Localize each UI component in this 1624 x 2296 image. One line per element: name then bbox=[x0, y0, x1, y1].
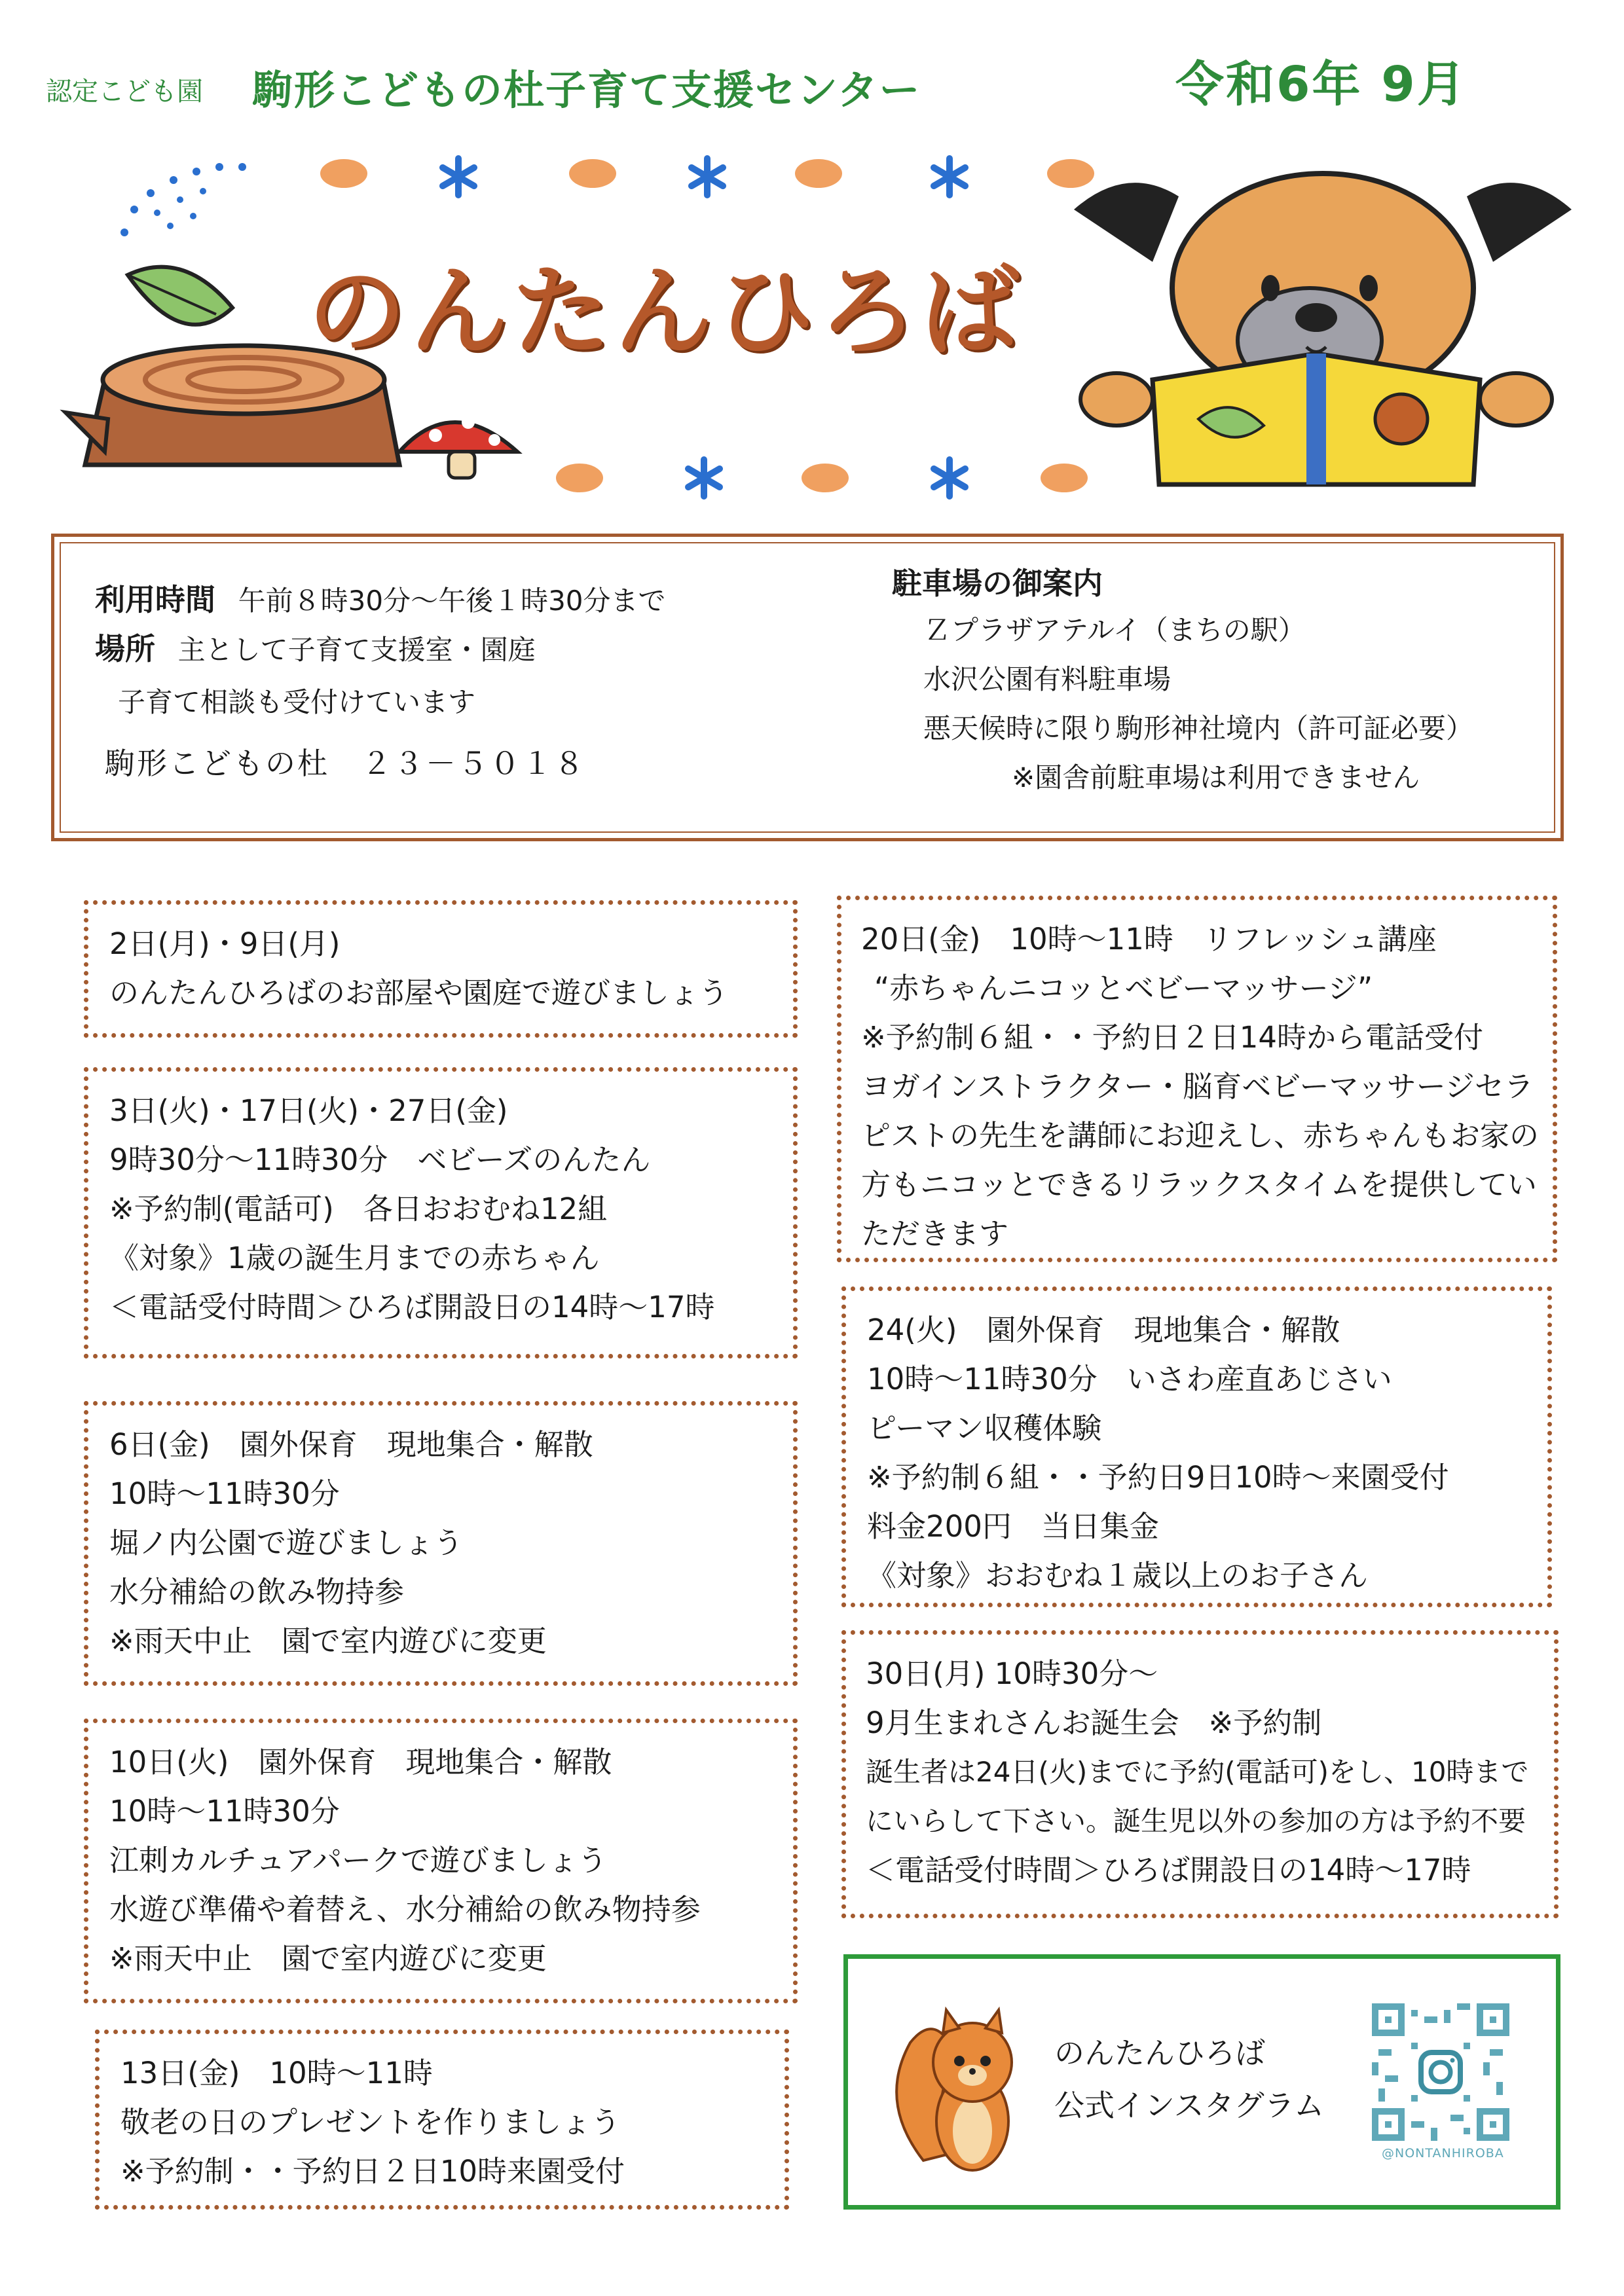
event-line: 20日(金) 10時～11時 リフレッシュ講座 bbox=[861, 922, 1437, 957]
event-line: 3日(火)・17日(火)・27日(金) bbox=[109, 1093, 508, 1128]
decor-top-row bbox=[320, 158, 1094, 195]
event-line: 料金200円 当日集金 bbox=[867, 1509, 1159, 1544]
event-line: 10日(火) 園外保育 現地集合・解散 bbox=[109, 1745, 612, 1779]
issue-date: 令和6年 9月 bbox=[1175, 56, 1467, 113]
phone-number: 駒形こどもの杜 ２３－５０１８ bbox=[105, 746, 586, 781]
event-line: ※予約制(電話可) 各日おおむね12組 bbox=[109, 1192, 608, 1226]
event-line: 方もニコッとできるリラックスタイムを提供してい bbox=[861, 1167, 1537, 1202]
event-line: ＜電話受付時間＞ひろば開設日の14時～17時 bbox=[109, 1290, 715, 1324]
event-box bbox=[84, 1067, 798, 1358]
event-line: 水遊び準備や着替え、水分補給の飲み物持参 bbox=[109, 1892, 701, 1927]
event-line: 2日(月)・9日(月) bbox=[109, 926, 341, 961]
parking-title: 駐車場の御案内 bbox=[892, 566, 1103, 601]
event-line: 9時30分～11時30分 ベビーズのんたん bbox=[109, 1142, 651, 1177]
event-line: ※雨天中止 園で室内遊びに変更 bbox=[109, 1624, 547, 1658]
event-line: にいらして下さい。誕生児以外の参加の方は予約不要 bbox=[866, 1805, 1526, 1837]
event-line: 敬老の日のプレゼントを作りましょう bbox=[120, 2105, 621, 2140]
mushroom-icon bbox=[399, 416, 517, 478]
squirrel-icon bbox=[884, 1984, 1022, 2180]
event-line: 6日(金) 園外保育 現地集合・解散 bbox=[109, 1427, 593, 1462]
event-line: 10時～11時30分 いさわ産直あじさい bbox=[867, 1362, 1392, 1396]
event-line: ピーマン収穫体験 bbox=[867, 1411, 1102, 1446]
place-row bbox=[95, 625, 536, 668]
event-line: ※予約制６組・・予約日9日10時～来園受付 bbox=[867, 1460, 1449, 1495]
wind-dots-icon bbox=[120, 163, 246, 236]
hours-row bbox=[95, 576, 666, 619]
event-line: “赤ちゃんニコッとベビーマッサージ” bbox=[874, 971, 1373, 1006]
event-line: 江刺カルチュアパークで遊びましょう bbox=[109, 1843, 608, 1878]
place-value: 主として子育て支援室・園庭 bbox=[177, 634, 536, 666]
event-line: 24(火) 園外保育 現地集合・解散 bbox=[867, 1313, 1340, 1347]
event-line: 《対象》1歳の誕生月までの赤ちゃん bbox=[109, 1241, 600, 1275]
event-box bbox=[84, 1719, 798, 2003]
instagram-handle: @NONTANHIROBA bbox=[1382, 2146, 1504, 2160]
event-line: ※雨天中止 園で室内遊びに変更 bbox=[109, 1941, 547, 1976]
consult-note: 子育て相談も受付けています bbox=[118, 686, 476, 718]
hours-value: 午前８時30分～午後１時30分まで bbox=[238, 585, 666, 617]
header-subtitle: 認定こども園 bbox=[46, 77, 203, 107]
event-line: 9月生まれさんお誕生会 ※予約制 bbox=[866, 1705, 1322, 1740]
event-box bbox=[95, 2030, 789, 2210]
event-line: 堀ノ内公園で遊びましょう bbox=[109, 1525, 464, 1560]
event-line: ※予約制６組・・予約日２日14時から電話受付 bbox=[861, 1020, 1483, 1055]
event-line: ＜電話受付時間＞ひろば開設日の14時～17時 bbox=[866, 1853, 1471, 1887]
instagram-line2: 公式インスタグラム bbox=[1054, 2088, 1325, 2123]
parking-line: Ｚプラザアテルイ（まちの駅） bbox=[923, 614, 1306, 646]
center-name: 駒形こどもの杜子育て支援センター bbox=[252, 66, 921, 114]
instagram-line1: のんたんひろば bbox=[1054, 2035, 1265, 2071]
event-line: 13日(金) 10時～11時 bbox=[120, 2056, 433, 2090]
hours-label: 利用時間 bbox=[95, 582, 215, 617]
leaf-icon bbox=[128, 267, 232, 325]
star-icon bbox=[443, 158, 965, 195]
event-line: ヨガインストラクター・脳育ベビーマッサージセラ bbox=[861, 1069, 1534, 1104]
event-line: 水分補給の飲み物持参 bbox=[109, 1575, 405, 1609]
event-line: 10時～11時30分 bbox=[109, 1476, 340, 1511]
event-box bbox=[841, 1630, 1559, 1918]
event-line: 30日(月) 10時30分～ bbox=[866, 1656, 1158, 1691]
parking-line: ※園舎前駐車場は利用できません bbox=[1012, 761, 1420, 793]
event-box bbox=[84, 900, 798, 1038]
event-line: 10時～11時30分 bbox=[109, 1794, 340, 1829]
event-line: ピストの先生を講師にお迎えし、赤ちゃんもお家の bbox=[861, 1118, 1540, 1153]
event-line: ※予約制・・予約日２日10時来園受付 bbox=[120, 2154, 625, 2189]
place-label: 場所 bbox=[95, 631, 155, 666]
dog-reading-book-icon bbox=[1074, 173, 1572, 484]
page-title: のんたんひろば bbox=[308, 255, 1024, 369]
event-line: 《対象》おおむね１歳以上のお子さん bbox=[867, 1558, 1369, 1593]
event-line: のんたんひろばのお部屋や園庭で遊びましょう bbox=[109, 975, 729, 1010]
qr-code-icon[interactable] bbox=[1372, 2003, 1509, 2141]
decor-bottom-row bbox=[556, 460, 1088, 496]
event-box bbox=[837, 896, 1557, 1262]
parking-line: 水沢公園有料駐車場 bbox=[923, 663, 1172, 695]
event-box bbox=[841, 1286, 1552, 1607]
parking-line: 悪天候時に限り駒形神社境内（許可証必要） bbox=[923, 712, 1474, 744]
event-line: ただきます bbox=[861, 1216, 1009, 1251]
event-line: 誕生者は24日(火)までに予約(電話可)をし、10時まで bbox=[866, 1756, 1529, 1788]
event-box bbox=[84, 1401, 798, 1686]
